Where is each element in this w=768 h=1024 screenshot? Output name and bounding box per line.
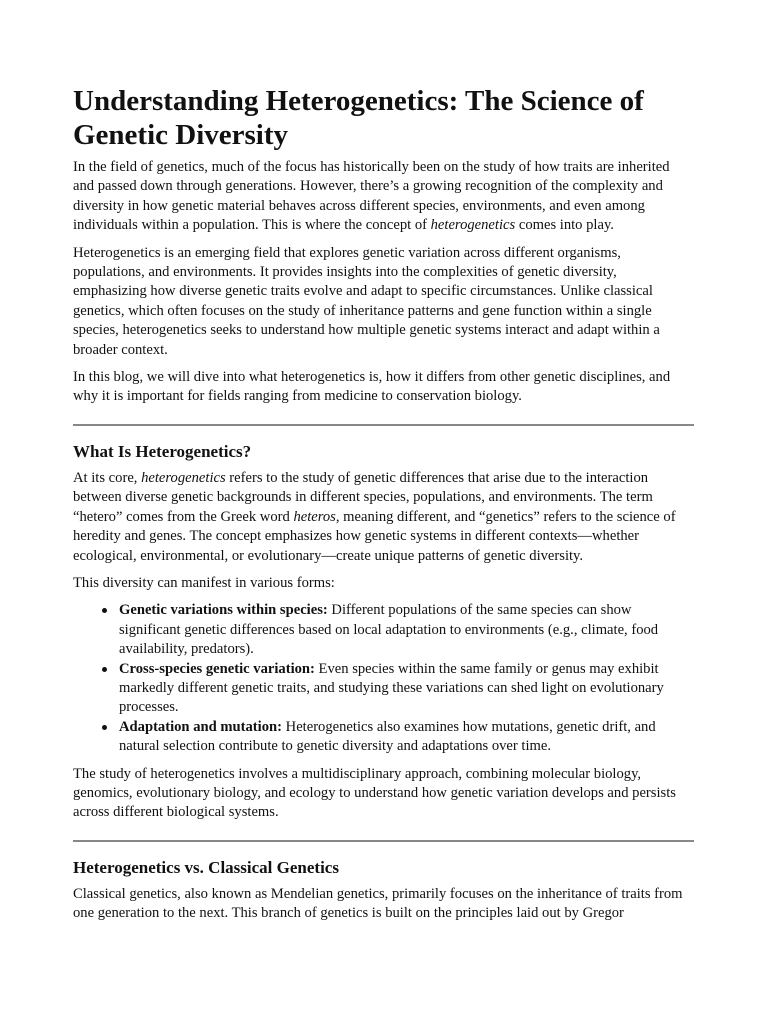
bullet-icon [102, 725, 107, 730]
page-title: Understanding Heterogenetics: The Science of Genetic Diversity [73, 85, 644, 151]
list-item-text: Even species within the same family or genus may exhibit markedly different genetic traits, and studying these variations can shed light on evolutionary processes. [119, 660, 664, 716]
list-item [119, 718, 694, 757]
section1-paragraph-1 [73, 469, 694, 566]
intro-p1-text-a: In the field of genetics, much of the focus has historically been on the study of how traits are inherited and passed down through generations. However, there’s a growing recognition of the complexity and diversity in how genetic material behaves across different species, environments, and even among individuals within a population. This is where the concept of [73, 159, 670, 234]
section1-p1-text-a: At its core, [73, 469, 142, 486]
bullet-icon [102, 608, 107, 613]
list-item-label: Genetic variations within species: [119, 602, 328, 619]
intro-paragraph-3: In this blog, we will dive into what heterogenetics is, how it differs from other genetic disciplines, and why it is important for fields ranging from medicine to conservation biology. [73, 369, 671, 405]
section1-p1-emphasis-2: heteros [293, 508, 336, 525]
section1-p1-text-c: , meaning different, and “genetics” refers to the science of heredity and genes. The concept emphasizes how genetic systems in different contexts—whether ecological, environmental, or evolutionary—create unique patterns of genetic diversity. [73, 508, 676, 564]
section1-paragraph-2: This diversity can manifest in various forms: [73, 574, 335, 591]
section-divider-1 [73, 424, 694, 426]
section-divider-2 [73, 840, 694, 842]
list-item-label: Cross-species genetic variation: [119, 660, 315, 677]
list-item [119, 660, 694, 718]
intro-paragraph-1 [73, 158, 694, 236]
section1-paragraph-3: The study of heterogenetics involves a multidisciplinary approach, combining molecular biology, genomics, evolutionary biology, and ecology to understand how genetic variation develops and persists across different biological systems. [73, 765, 676, 821]
intro-p1-emphasis: heterogenetics [430, 217, 516, 234]
intro-p1-text-b: comes into play. [515, 217, 614, 234]
list-item-text: Different populations of the same species can show significant genetic differences based on local adaptation to environments (e.g., climate, food availability, predators). [119, 602, 659, 658]
diversity-forms-list [73, 601, 694, 756]
list-item [119, 601, 694, 659]
section2-paragraph-1: Classical genetics, also known as Mendelian genetics, primarily focuses on the inheritance of traits from one generation to the next. This branch of genetics is built on the principles laid out by Gregor [73, 885, 683, 922]
intro-paragraph-2: Heterogenetics is an emerging field that explores genetic variation across different organisms, populations, and environments. It provides insights into the complexities of genetic diversity, emphasizing how diverse genetic traits evolve and adapt to specific circumstances. Unlike classical genetics, which often focuses on the study of inheritance patterns and gene function within a single species, heterogenetics seeks to understand how multiple genetic systems interact and adapt within a broader context. [73, 244, 660, 358]
list-item-text: Heterogenetics also examines how mutations, genetic drift, and natural selection contribute to genetic diversity and adaptations over time. [119, 718, 656, 755]
section-heading-vs-classical: Heterogenetics vs. Classical Genetics [73, 857, 339, 877]
section-heading-what-is: What Is Heterogenetics? [73, 441, 252, 461]
section1-p1-text-b: refers to the study of genetic differences that arise due to the interaction between diverse genetic backgrounds in different species, populations, and environments. The term “hetero” comes from the Greek word [73, 469, 653, 525]
section1-p1-emphasis-1: heterogenetics [141, 469, 226, 486]
list-item-label: Adaptation and mutation: [119, 718, 282, 735]
bullet-icon [102, 667, 107, 672]
